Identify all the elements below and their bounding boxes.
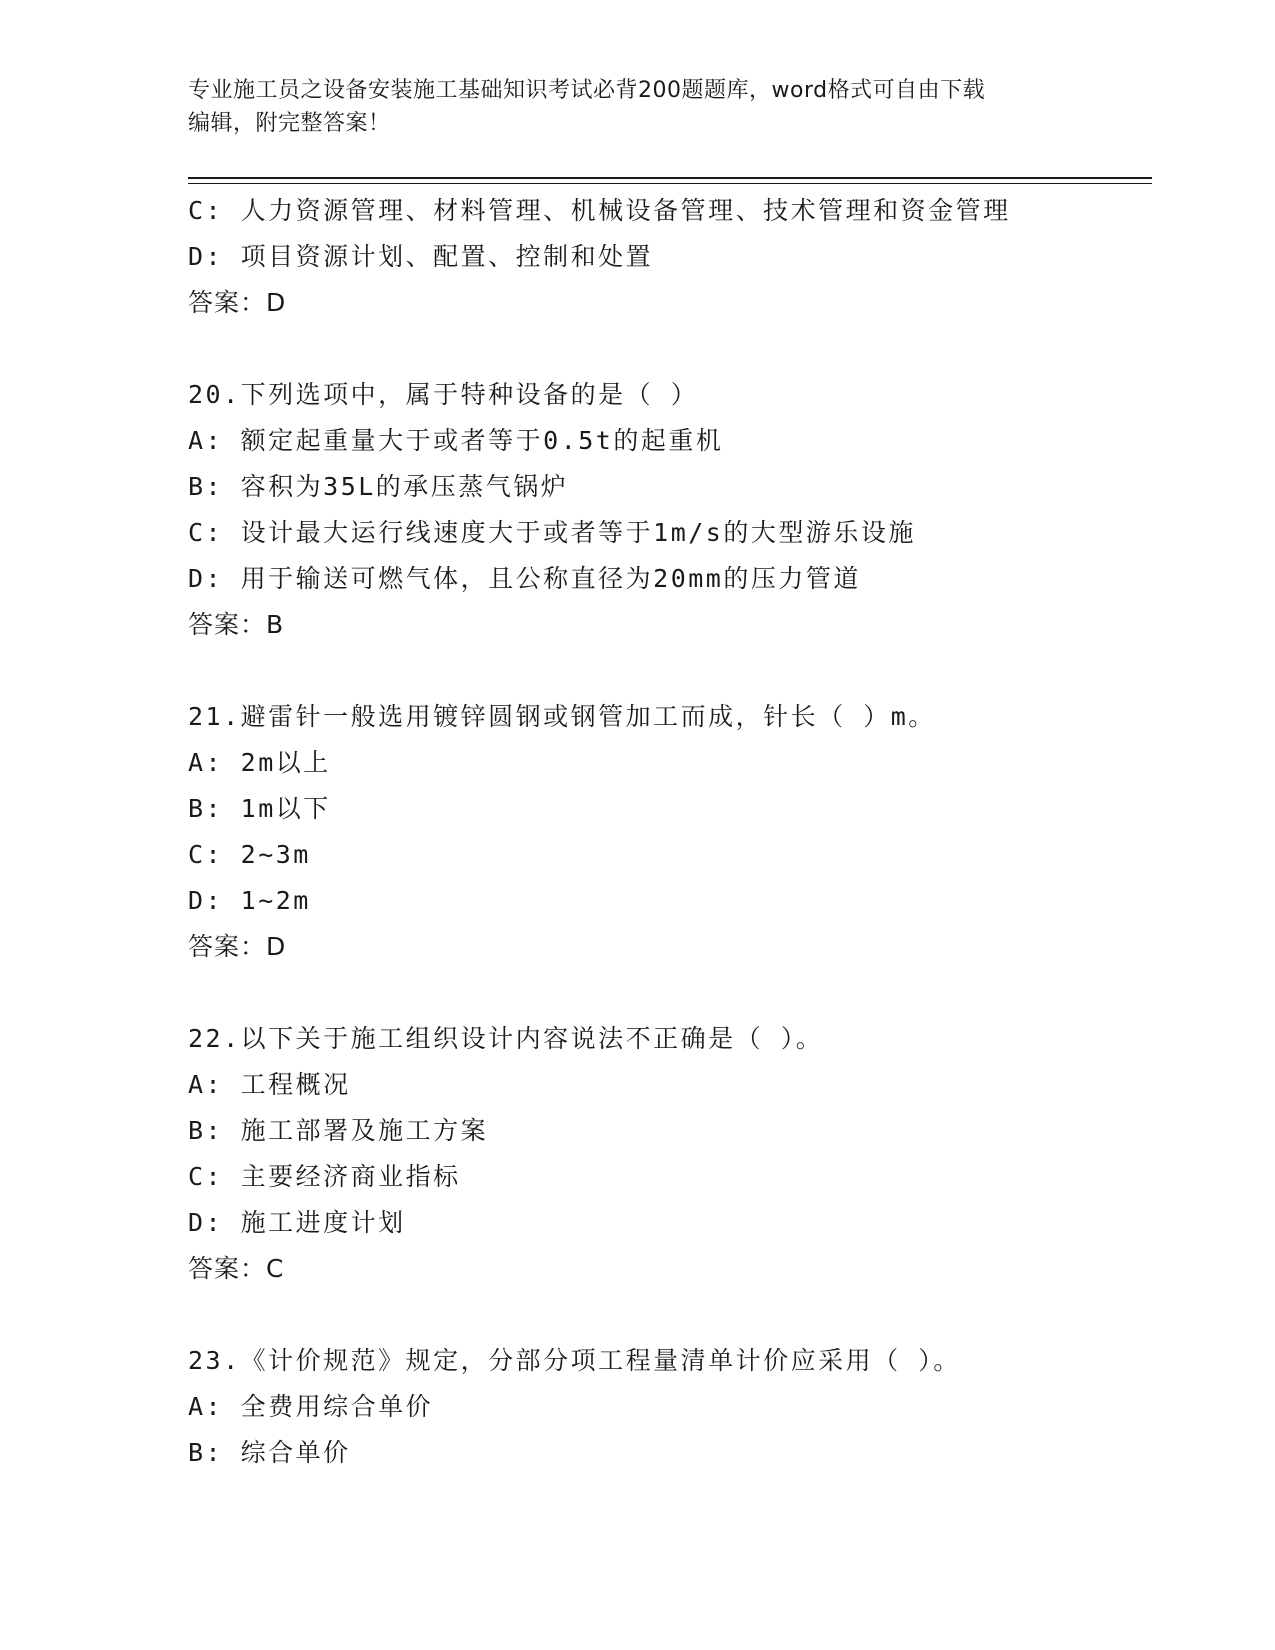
option-d: D: 项目资源计划、配置、控制和处置 (188, 242, 654, 271)
option-a: A: 全费用综合单价 (188, 1392, 434, 1421)
option-a: A: 工程概况 (188, 1070, 351, 1099)
header-divider-bottom (188, 183, 1152, 184)
question-stem: 20.下列选项中，属于特种设备的是（ ） (188, 380, 699, 409)
option-b: B: 综合单价 (188, 1438, 351, 1467)
option-d: D: 施工进度计划 (188, 1208, 406, 1237)
option-b: B: 施工部署及施工方案 (188, 1116, 489, 1145)
spacer (188, 648, 1148, 694)
header-line-1: 专业施工员之设备安装施工基础知识考试必背200题题库，word格式可自由下载 (188, 78, 986, 103)
document-header (188, 74, 1088, 140)
question-22 (188, 1016, 1148, 1292)
option-b: B: 容积为35L的承压蒸气锅炉 (188, 472, 569, 501)
question-stem: 23.《计价规范》规定，分部分项工程量清单计价应采用（ ）。 (188, 1346, 961, 1375)
question-stem: 21.避雷针一般选用镀锌圆钢或钢管加工而成，针长（ ）m。 (188, 702, 936, 731)
option-c: C: 人力资源管理、材料管理、机械设备管理、技术管理和资金管理 (188, 196, 1011, 225)
spacer (188, 1292, 1148, 1338)
option-d: D: 1~2m (188, 886, 311, 915)
header-divider-top (188, 177, 1152, 179)
question-23 (188, 1338, 1148, 1476)
option-c: C: 2~3m (188, 840, 311, 869)
question-20 (188, 372, 1148, 648)
option-a: A: 2m以上 (188, 748, 331, 777)
option-b: B: 1m以下 (188, 794, 331, 823)
spacer (188, 326, 1148, 372)
answer-line: 答案：D (188, 288, 287, 317)
question-stem: 22.以下关于施工组织设计内容说法不正确是（ ）。 (188, 1024, 824, 1053)
option-a: A: 额定起重量大于或者等于0.5t的起重机 (188, 426, 724, 455)
question-21 (188, 694, 1148, 970)
option-c: C: 设计最大运行线速度大于或者等于1m/s的大型游乐设施 (188, 518, 916, 547)
header-line-2: 编辑，附完整答案！ (188, 111, 391, 136)
option-d: D: 用于输送可燃气体，且公称直径为20mm的压力管道 (188, 564, 861, 593)
answer-line: 答案：D (188, 932, 287, 961)
answer-line: 答案：C (188, 1254, 285, 1283)
question-previous-tail (188, 188, 1148, 326)
option-c: C: 主要经济商业指标 (188, 1162, 461, 1191)
spacer (188, 970, 1148, 1016)
question-list (188, 188, 1148, 1476)
answer-line: 答案：B (188, 610, 285, 639)
